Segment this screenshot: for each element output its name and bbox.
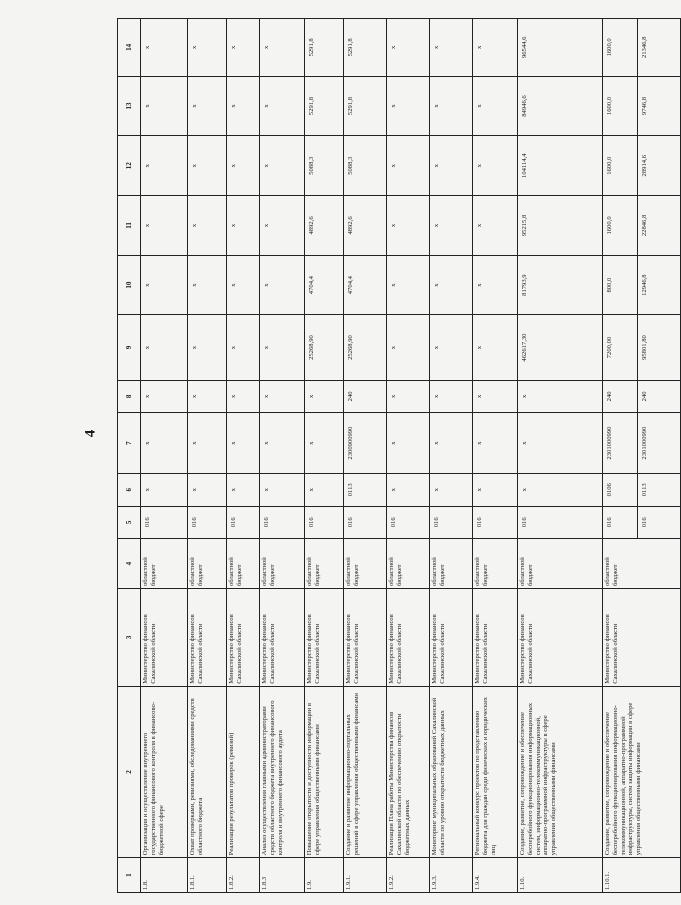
measure-name: Анализ осуществления главными администраторами средств областного бюджета внутреннего финансового контроля и внутреннего финансового аудита — [260, 686, 305, 858]
cell-csr: 2301000990 — [638, 413, 681, 474]
measure-name: Реализация Плана работы Министерства финансов Сахалинской области по обеспечению открытости бюджетных данных — [387, 686, 430, 858]
col-header: 9 — [118, 315, 141, 380]
table-row — [305, 19, 344, 893]
cell-total: x — [188, 315, 227, 380]
cell-value: x — [141, 19, 188, 77]
executor: Министерство финансов Сахалинской области — [141, 589, 188, 687]
cell-value: x — [430, 196, 473, 256]
cell-value: x — [141, 255, 188, 315]
cell-csr: x — [260, 413, 305, 474]
cell-vr: x — [473, 380, 518, 413]
cell-value: 22846,8 — [638, 196, 681, 256]
col-header: 4 — [118, 539, 141, 589]
cell-total: 95801,80 — [638, 315, 681, 380]
cell-value: x — [260, 255, 305, 315]
col-header: 2 — [118, 686, 141, 858]
cell-value: 28914,6 — [638, 136, 681, 196]
row-number: 1.8.1. — [188, 858, 227, 893]
cell-value: 21346,8 — [638, 19, 681, 77]
funding-source: областной бюджет — [344, 539, 387, 589]
cell-rzpr: 0113 — [344, 473, 387, 506]
measure-name: Охват проверками, ревизиями, обследованиями средств областного бюджета — [188, 686, 227, 858]
cell-total: 25268,90 — [344, 315, 387, 380]
executor: Министерство финансов Сахалинской области — [188, 589, 227, 687]
col-header: 12 — [118, 136, 141, 196]
cell-value: x — [260, 76, 305, 136]
col-header: 3 — [118, 589, 141, 687]
cell-rzpr: x — [227, 473, 260, 506]
cell-value: 1600,0 — [603, 196, 638, 256]
measure-name: Создание, развитие, сопровождение и обеспечение бесперебойного функционирования информационно-телекоммуникационной, аппаратно-программной инфраструктуры, систем защиты информации в сфере управления общественными финансами — [603, 686, 681, 858]
funding-source: областной бюджет — [430, 539, 473, 589]
cell-value: x — [473, 255, 518, 315]
cell-total: x — [430, 315, 473, 380]
executor: Министерство финансов Сахалинской области — [473, 589, 518, 687]
row-number: 1.9.3. — [430, 858, 473, 893]
cell-grbs: 016 — [638, 506, 681, 539]
cell-value: x — [430, 76, 473, 136]
table-row — [188, 19, 227, 893]
cell-vr: 240 — [638, 380, 681, 413]
executor: Министерство финансов Сахалинской области — [227, 589, 260, 687]
funding-source: областной бюджет — [387, 539, 430, 589]
cell-csr: 2300900990 — [344, 413, 387, 474]
executor: Министерство финансов Сахалинской области — [387, 589, 430, 687]
funding-source: областной бюджет — [473, 539, 518, 589]
cell-value: x — [227, 19, 260, 77]
cell-total: 462617,30 — [518, 315, 603, 380]
cell-value: x — [227, 255, 260, 315]
cell-rzpr: x — [188, 473, 227, 506]
cell-csr: x — [387, 413, 430, 474]
cell-value: x — [260, 19, 305, 77]
row-number: 1.10. — [518, 858, 603, 893]
table-row — [518, 19, 603, 893]
cell-csr: x — [518, 413, 603, 474]
table-row — [227, 19, 260, 893]
cell-value: x — [387, 136, 430, 196]
col-header: 14 — [118, 19, 141, 77]
cell-value: 5088,3 — [305, 136, 344, 196]
cell-value: 95215,8 — [518, 196, 603, 256]
row-number: 1.8.2. — [227, 858, 260, 893]
cell-rzpr: x — [430, 473, 473, 506]
cell-value: x — [387, 19, 430, 77]
measure-name: Организация и осуществление внутреннего государственного финансового контроля в финансово-бюджетной сфере — [141, 686, 188, 858]
cell-rzpr: x — [473, 473, 518, 506]
cell-grbs: 016 — [188, 506, 227, 539]
row-number: 1.9. — [305, 858, 344, 893]
col-header: 5 — [118, 506, 141, 539]
cell-value: 5291,8 — [344, 19, 387, 77]
cell-value: 1600,0 — [603, 76, 638, 136]
cell-grbs: 016 — [305, 506, 344, 539]
cell-value: x — [473, 136, 518, 196]
cell-rzpr: x — [518, 473, 603, 506]
cell-csr: 2301000990 — [603, 413, 638, 474]
executor: Министерство финансов Сахалинской области — [260, 589, 305, 687]
cell-vr: x — [305, 380, 344, 413]
measure-name: Мониторинг муниципальных образований Сахалинской области по уровню открытости бюджетных данных — [430, 686, 473, 858]
cell-vr: x — [227, 380, 260, 413]
cell-rzpr: 0113 — [638, 473, 681, 506]
cell-value: x — [387, 196, 430, 256]
cell-value: 84946,6 — [518, 76, 603, 136]
cell-vr: x — [260, 380, 305, 413]
cell-csr: x — [188, 413, 227, 474]
cell-value: x — [430, 19, 473, 77]
funding-source: областной бюджет — [603, 539, 681, 589]
cell-value: 4704,4 — [305, 255, 344, 315]
cell-rzpr: x — [305, 473, 344, 506]
cell-value: x — [387, 76, 430, 136]
measure-name: Региональный конкурс проектов по представлению бюджета для граждан среди физических и юридических лиц — [473, 686, 518, 858]
col-header: 10 — [118, 255, 141, 315]
cell-value: x — [473, 76, 518, 136]
funding-source: областной бюджет — [141, 539, 188, 589]
measure-name: Повышение открытости и доступности информации в сфере управления общественными финансами — [305, 686, 344, 858]
cell-value: x — [260, 136, 305, 196]
cell-vr: x — [387, 380, 430, 413]
cell-total: 7200,00 — [603, 315, 638, 380]
table-row — [260, 19, 305, 893]
cell-grbs: 016 — [141, 506, 188, 539]
row-number: 1.8.3 — [260, 858, 305, 893]
cell-value: 5291,8 — [305, 76, 344, 136]
cell-value: x — [227, 136, 260, 196]
cell-value: 4892,6 — [344, 196, 387, 256]
cell-grbs: 016 — [260, 506, 305, 539]
col-header: 1 — [118, 858, 141, 893]
cell-value: x — [188, 76, 227, 136]
measure-name: Реализация результатов проверок (ревизий) — [227, 686, 260, 858]
executor: Министерство финансов Сахалинской области — [344, 589, 387, 687]
cell-value: 5291,8 — [344, 76, 387, 136]
cell-value: x — [430, 136, 473, 196]
cell-grbs: 016 — [518, 506, 603, 539]
funding-source: областной бюджет — [188, 539, 227, 589]
header-row — [118, 19, 141, 893]
cell-grbs: 016 — [603, 506, 638, 539]
cell-grbs: 016 — [227, 506, 260, 539]
program-table-rotated — [117, 18, 652, 893]
cell-vr: x — [188, 380, 227, 413]
cell-grbs: 016 — [387, 506, 430, 539]
cell-value: 4704,4 — [344, 255, 387, 315]
cell-value: 96544,6 — [518, 19, 603, 77]
cell-value: 5088,3 — [344, 136, 387, 196]
col-header: 11 — [118, 196, 141, 256]
cell-total: x — [227, 315, 260, 380]
executor: Министерство финансов Сахалинской области — [603, 589, 681, 687]
executor: Министерство финансов Сахалинской области — [518, 589, 603, 687]
cell-value: x — [260, 196, 305, 256]
cell-value: 104114,4 — [518, 136, 603, 196]
program-table — [117, 18, 681, 893]
cell-csr: x — [305, 413, 344, 474]
funding-source: областной бюджет — [518, 539, 603, 589]
cell-vr: 240 — [603, 380, 638, 413]
cell-grbs: 016 — [344, 506, 387, 539]
cell-value: x — [387, 255, 430, 315]
executor: Министерство финансов Сахалинской области — [430, 589, 473, 687]
funding-source: областной бюджет — [260, 539, 305, 589]
cell-vr: x — [141, 380, 188, 413]
row-number: 1.9.1. — [344, 858, 387, 893]
cell-total: x — [260, 315, 305, 380]
cell-rzpr: x — [260, 473, 305, 506]
row-number: 1.10.1. — [603, 858, 681, 893]
measure-name: Создание, развитие, сопровождение и обеспечение бесперебойного функционирования информационных систем, информационно-телекоммуникационной, аппаратно-программной инфраструктуры в сфере управления общественными финансами — [518, 686, 603, 858]
table-row — [344, 19, 387, 893]
measure-name: Создание и развитие информационно-портальных решений в сфере управления общественными финансами — [344, 686, 387, 858]
executor: Министерство финансов Сахалинской области — [305, 589, 344, 687]
col-header: 7 — [118, 413, 141, 474]
cell-value: x — [188, 19, 227, 77]
cell-vr: x — [518, 380, 603, 413]
funding-source: областной бюджет — [305, 539, 344, 589]
cell-value: 5291,8 — [305, 19, 344, 77]
cell-csr: x — [473, 413, 518, 474]
cell-rzpr: 0106 — [603, 473, 638, 506]
table-row — [141, 19, 188, 893]
cell-value: x — [188, 255, 227, 315]
cell-total: x — [141, 315, 188, 380]
table-row — [473, 19, 518, 893]
cell-value: 9746,8 — [638, 76, 681, 136]
cell-value: x — [188, 196, 227, 256]
cell-rzpr: x — [141, 473, 188, 506]
cell-value: x — [141, 136, 188, 196]
col-header: 8 — [118, 380, 141, 413]
cell-value: 800,0 — [603, 255, 638, 315]
cell-value: x — [227, 196, 260, 256]
cell-csr: x — [430, 413, 473, 474]
table-row — [430, 19, 473, 893]
row-number: 1.8. — [141, 858, 188, 893]
cell-value: x — [227, 76, 260, 136]
cell-value: x — [188, 136, 227, 196]
cell-total: x — [473, 315, 518, 380]
cell-total: x — [387, 315, 430, 380]
cell-value: x — [473, 19, 518, 77]
cell-value: x — [141, 76, 188, 136]
page-number: 4 — [82, 429, 99, 438]
cell-value: x — [473, 196, 518, 256]
table-row-1-10-1 — [603, 19, 638, 893]
cell-grbs: 016 — [473, 506, 518, 539]
row-number: 1.9.4. — [473, 858, 518, 893]
cell-value: 4892,6 — [305, 196, 344, 256]
cell-value: x — [430, 255, 473, 315]
funding-source: областной бюджет — [227, 539, 260, 589]
cell-vr: x — [430, 380, 473, 413]
cell-value: 1600,0 — [603, 19, 638, 77]
cell-csr: x — [141, 413, 188, 474]
table-row — [387, 19, 430, 893]
cell-total: 25268,90 — [305, 315, 344, 380]
cell-value: 1600,0 — [603, 136, 638, 196]
col-header: 13 — [118, 76, 141, 136]
cell-value: 12946,8 — [638, 255, 681, 315]
cell-csr: x — [227, 413, 260, 474]
row-number: 1.9.2. — [387, 858, 430, 893]
cell-vr: 240 — [344, 380, 387, 413]
cell-rzpr: x — [387, 473, 430, 506]
cell-grbs: 016 — [430, 506, 473, 539]
col-header: 6 — [118, 473, 141, 506]
cell-value: x — [141, 196, 188, 256]
cell-value: 81793,9 — [518, 255, 603, 315]
